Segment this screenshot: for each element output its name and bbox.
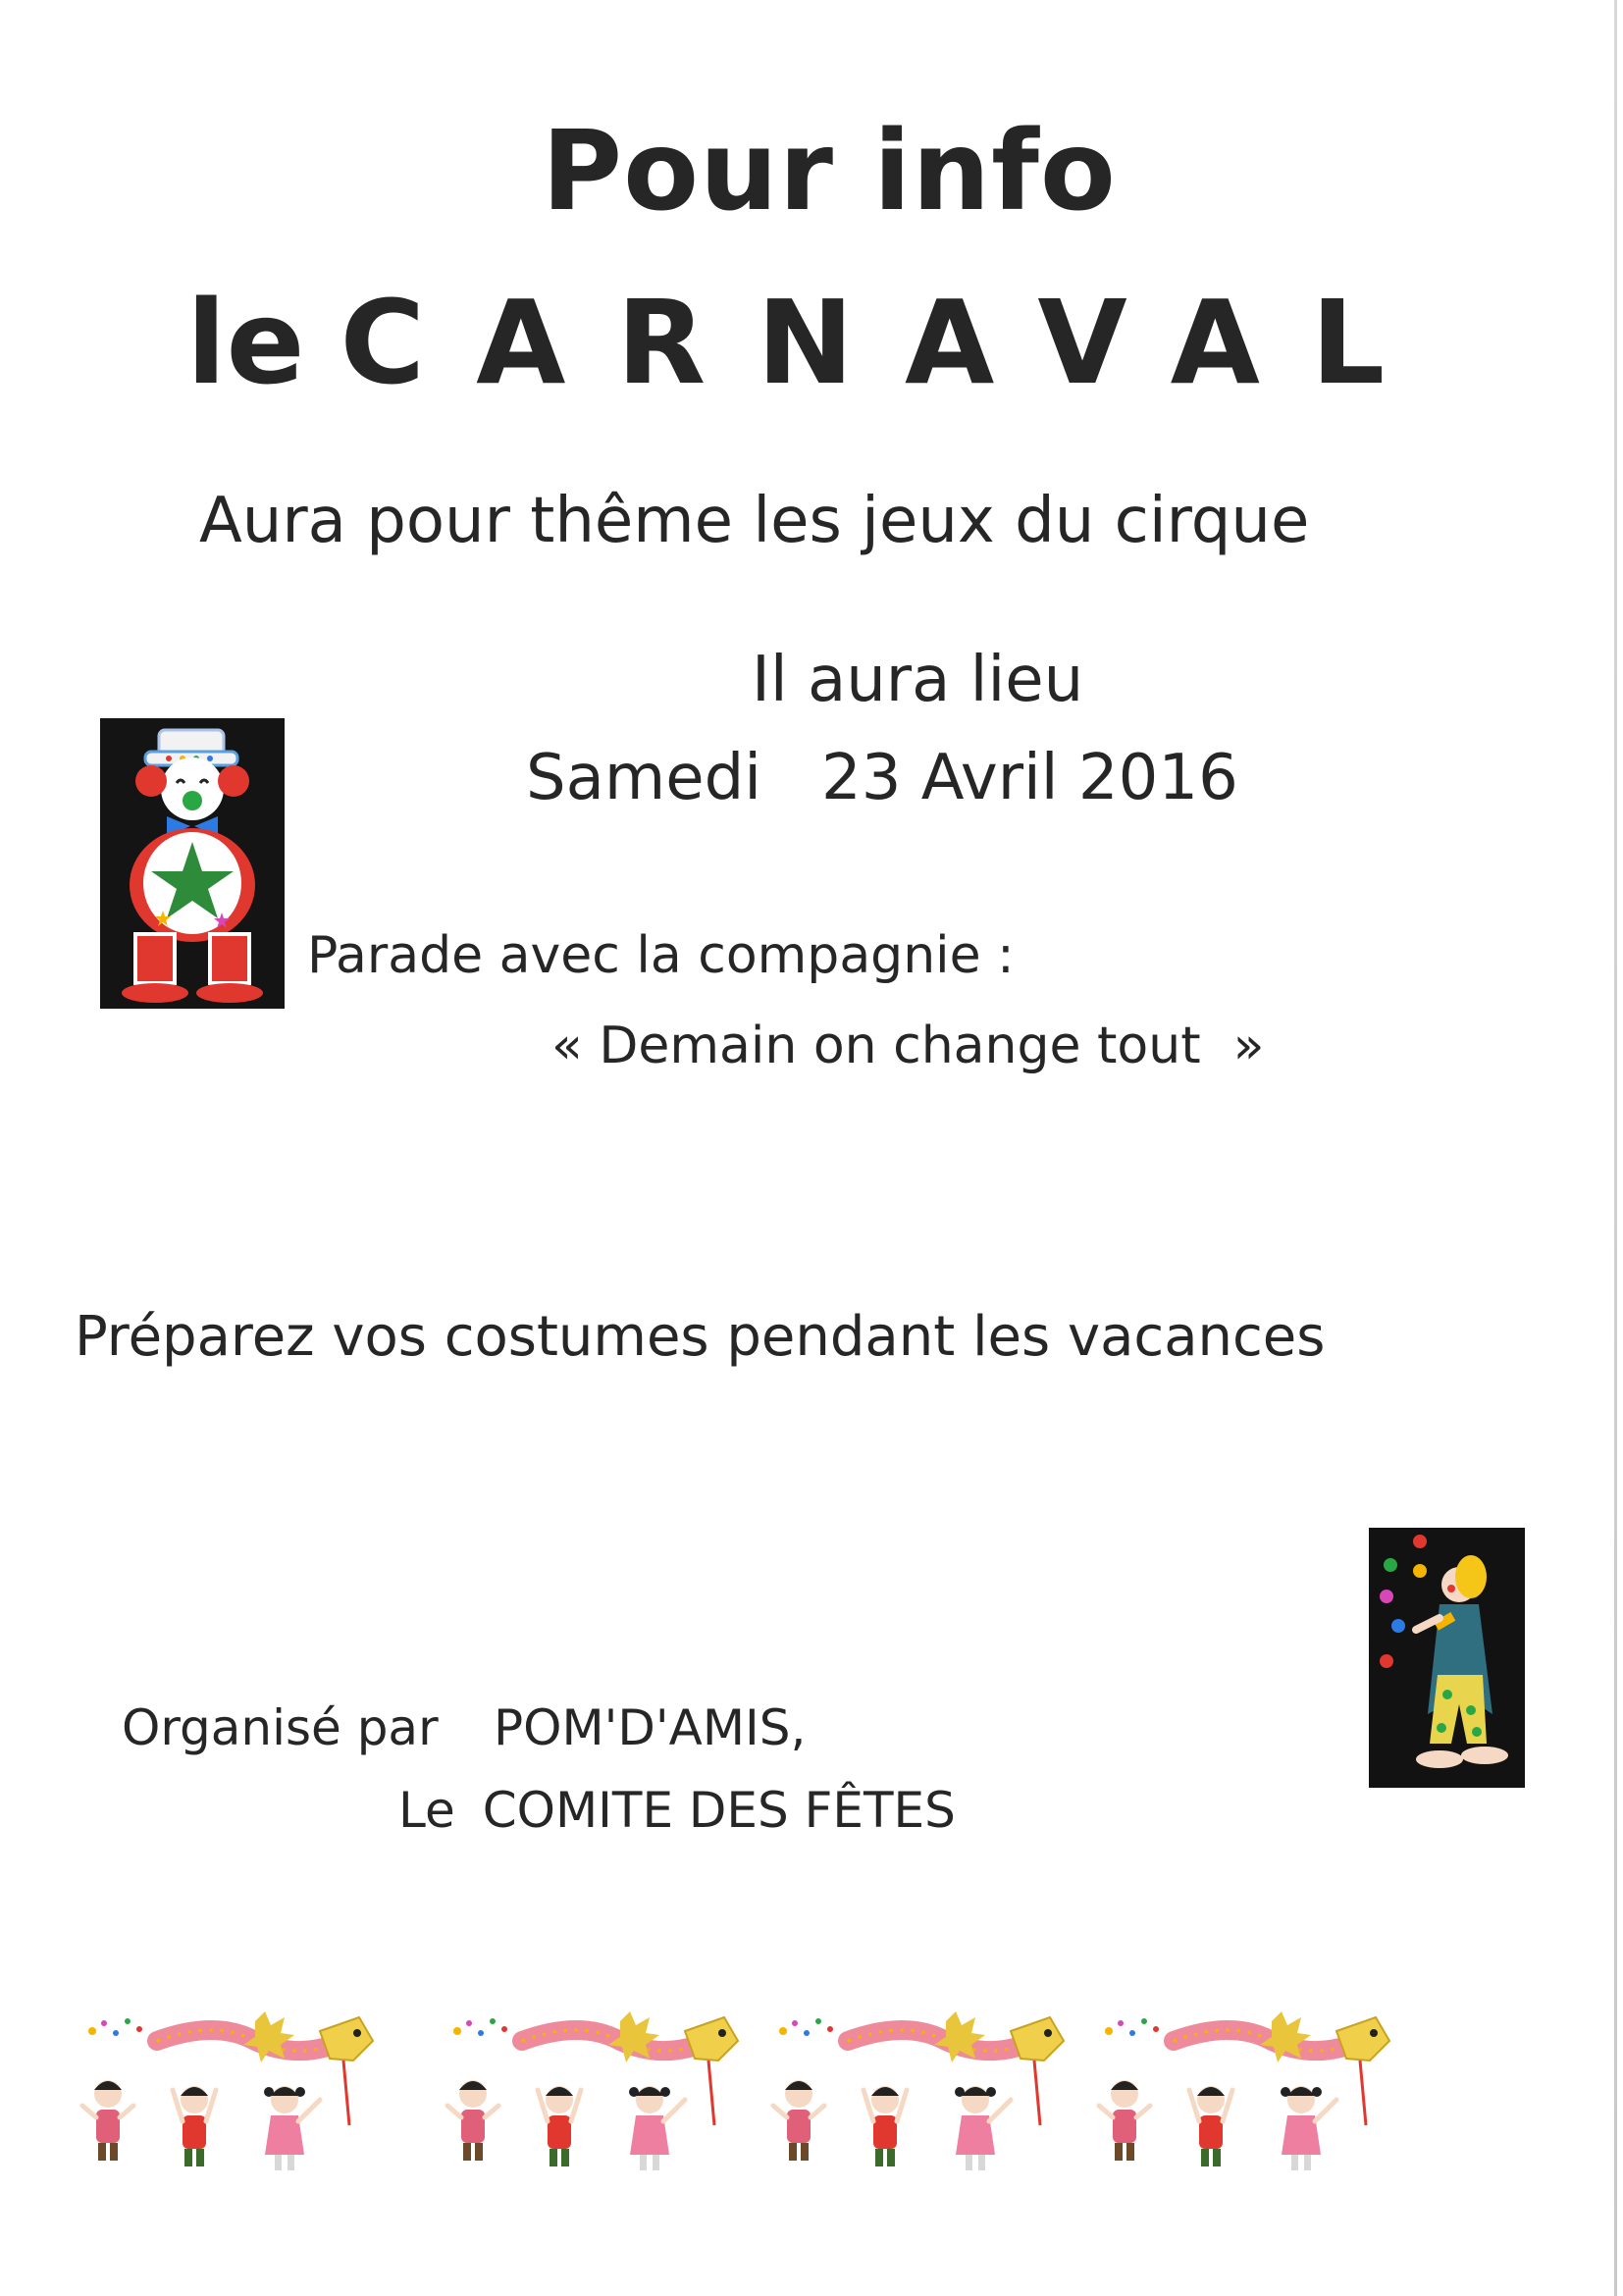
organizer-pomdamis: POM'D'AMIS,	[494, 1699, 807, 1756]
title-line-2	[186, 275, 1436, 410]
date-text: Samedi 23 Avril 2016	[526, 742, 1238, 814]
organizer-label: Organisé par	[122, 1699, 439, 1756]
company-name: « Demain on change tout »	[551, 1017, 1265, 1075]
theme-text: Aura pour thême les jeux du cirque	[199, 485, 1310, 557]
dragon-parade-icon	[79, 2011, 383, 2188]
lieu-text: Il aura lieu	[752, 644, 1084, 716]
organizer-comite-prefix: Le	[398, 1782, 455, 1839]
clown-with-star-icon	[100, 718, 285, 1009]
title-line-1: Pour info	[542, 108, 1117, 235]
parade-text: Parade avec la compagnie :	[307, 926, 1015, 985]
title-carnaval: CARNAVAL	[340, 275, 1437, 410]
juggling-clown-icon	[1369, 1528, 1525, 1788]
dragon-parade-icon	[769, 2011, 1073, 2188]
costume-text: Préparez vos costumes pendant les vacances	[75, 1305, 1326, 1369]
title-prefix: le	[186, 275, 305, 410]
organizer-comite-name: COMITE DES FÊTES	[482, 1782, 956, 1839]
scan-edge	[1614, 0, 1617, 2296]
organizer-comite	[398, 1782, 956, 1839]
dragon-parade-icon	[1095, 2011, 1399, 2188]
dragon-parade-icon	[444, 2011, 748, 2188]
